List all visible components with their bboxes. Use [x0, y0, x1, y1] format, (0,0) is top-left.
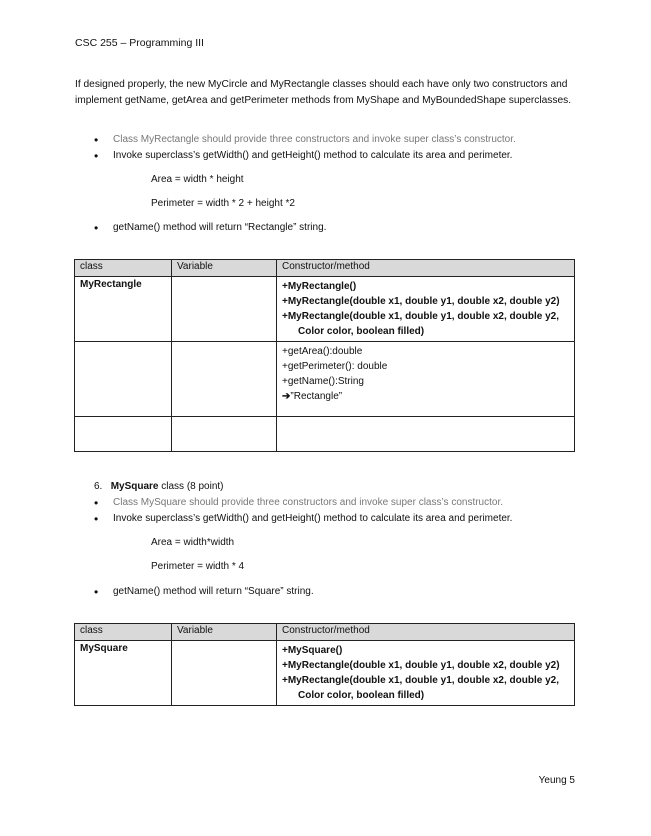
- table-header-row: [75, 624, 575, 641]
- area-formula: Area = width*width: [151, 537, 235, 548]
- variable-cell: [172, 277, 277, 342]
- constructor-line: Color color, boolean filled): [298, 326, 425, 337]
- method-cell: [277, 342, 575, 417]
- constructor-line: +MyRectangle(double x1, double y1, double x2, double y2,: [282, 311, 560, 322]
- bullet-text: getName() method will return “Square” string.: [113, 586, 314, 597]
- bullet-icon: •: [94, 496, 99, 510]
- empty-cell: [172, 417, 277, 452]
- empty-cell: [277, 417, 575, 452]
- table-row: [75, 342, 575, 417]
- bullet-text: getName() method will return “Rectangle” string.: [113, 222, 327, 233]
- page-footer: Yeung 5: [538, 775, 575, 786]
- header-constructor-method: Constructor/method: [277, 624, 575, 641]
- page-header: CSC 255 – Programming III: [75, 37, 204, 49]
- header-variable: Variable: [172, 260, 277, 277]
- item-number: 6.: [94, 481, 103, 492]
- perimeter-formula: Perimeter = width * 4: [151, 561, 245, 572]
- bullet-text: Invoke superclass’s getWidth() and getHeight() method to calculate its area and perimeter.: [113, 513, 513, 524]
- empty-cell: [75, 417, 172, 452]
- empty-cell: [172, 342, 277, 417]
- method-line: +getArea():double: [282, 346, 363, 357]
- bullet-icon: •: [94, 149, 99, 163]
- perimeter-formula: Perimeter = width * 2 + height *2: [151, 198, 295, 209]
- header-class: class: [75, 624, 172, 641]
- bullet-text: Class MyRectangle should provide three constructors and invoke super class’s constructor.: [113, 134, 516, 145]
- class-name-cell: MyRectangle: [75, 277, 172, 342]
- item-title: MySquare: [110, 481, 159, 492]
- constructor-line: Color color, boolean filled): [298, 690, 425, 701]
- constructor-line: +MyRectangle(): [282, 281, 357, 292]
- header-constructor-method: Constructor/method: [277, 260, 575, 277]
- table-row: [75, 417, 575, 452]
- method-line: +getName():String: [282, 376, 364, 387]
- bullet-text: Invoke superclass’s getWidth() and getHeight() method to calculate its area and perimeter.: [113, 150, 513, 161]
- arrow-right-icon: ➔: [282, 391, 291, 402]
- bullet-text: Class MySquare should provide three constructors and invoke super class’s constructor.: [113, 497, 504, 508]
- return-value: ”Rectangle”: [290, 391, 343, 402]
- constructor-line: +MyRectangle(double x1, double y1, double x2, double y2): [282, 660, 560, 671]
- constructor-line: +MyRectangle(double x1, double y1, double x2, double y2,: [282, 675, 560, 686]
- constructor-line: +MyRectangle(double x1, double y1, double x2, double y2): [282, 296, 560, 307]
- rectangle-class-table: [74, 259, 575, 452]
- intro-paragraph: If designed properly, the new MyCircle and MyRectangle classes should each have only two constructors and implement getName, getArea and getPerimeter methods from MyShape and MyBoundedShape superclasses.: [75, 79, 572, 106]
- return-line: [282, 389, 569, 404]
- constructor-cell: [277, 641, 575, 706]
- area-formula: Area = width * height: [151, 174, 244, 185]
- variable-cell: [172, 641, 277, 706]
- class-name-cell: MySquare: [75, 641, 172, 706]
- square-class-table: [74, 623, 575, 706]
- table-row: [75, 641, 575, 706]
- bullet-icon: •: [94, 512, 99, 526]
- method-line: +getPerimeter(): double: [282, 361, 388, 372]
- bullet-icon: •: [94, 221, 99, 235]
- empty-cell: [75, 342, 172, 417]
- constructor-cell: [277, 277, 575, 342]
- numbered-item: [94, 481, 224, 492]
- bullet-icon: •: [94, 133, 99, 147]
- bullet-icon: •: [94, 585, 99, 599]
- header-class: class: [75, 260, 172, 277]
- constructor-line: +MySquare(): [282, 645, 343, 656]
- table-header-row: [75, 260, 575, 277]
- header-variable: Variable: [172, 624, 277, 641]
- item-title-rest: class (8 point): [161, 481, 224, 492]
- table-row: [75, 277, 575, 342]
